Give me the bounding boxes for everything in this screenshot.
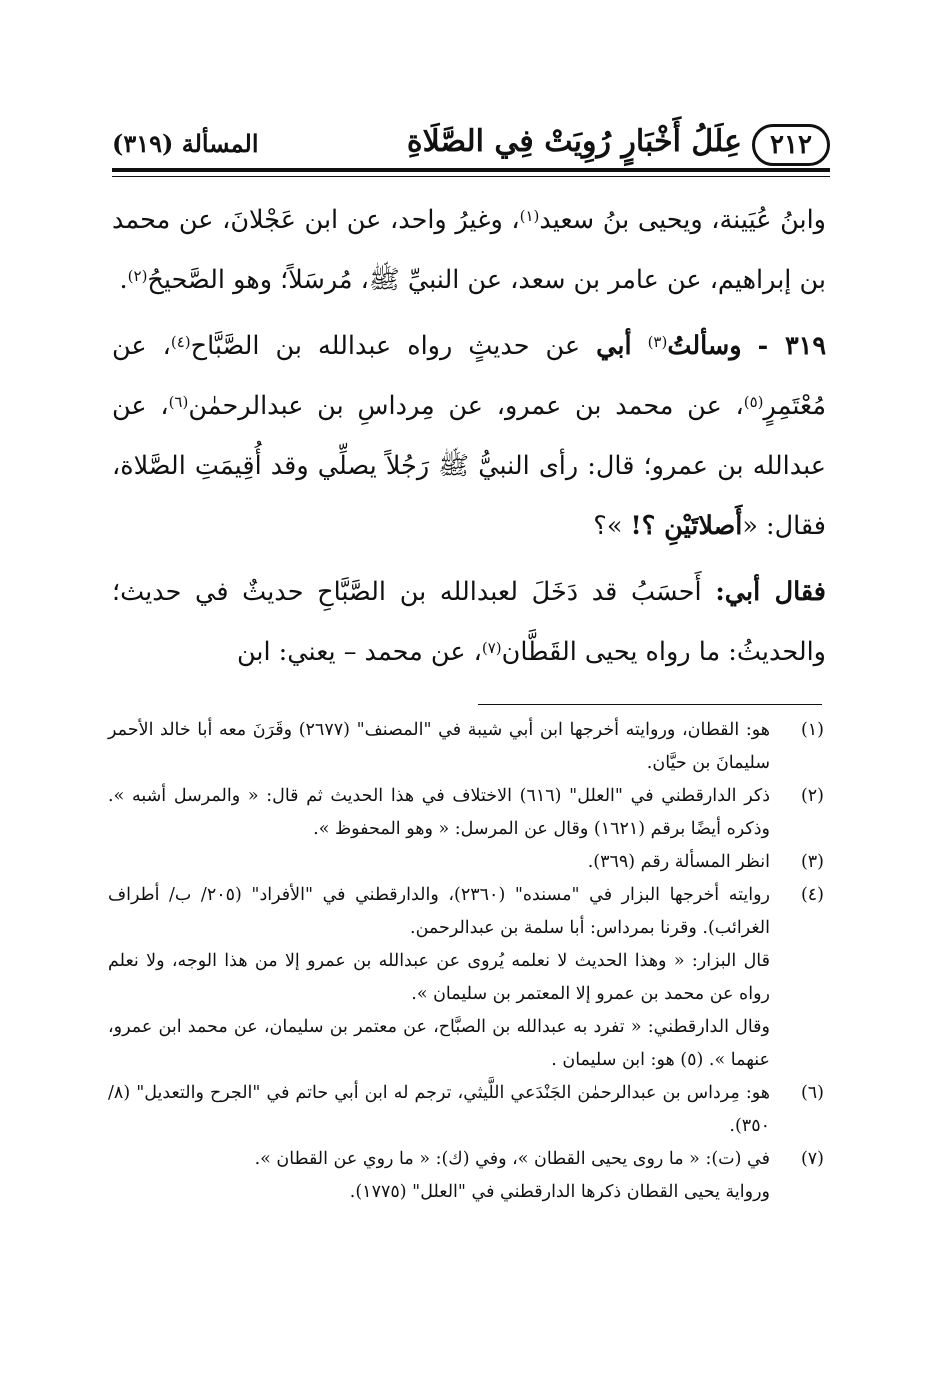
footnote-ref[interactable]: (٦) [168, 393, 189, 411]
text-run: عن حديثٍ رواه عبدالله بن الصَّبَّاح [190, 331, 581, 361]
footnote-text: هو: القطان، وروايته أخرجها ابن أبي شيبة في "المصنف" (٢٦٧٧) وقَرَنَ معه أبا خالد الأحمر سليمانَ بن حيَّان. [108, 720, 770, 773]
footnote-ref[interactable]: (٤) [170, 333, 191, 351]
footnote [108, 1143, 824, 1209]
footnote-number: (٦) [800, 1083, 824, 1103]
footnote-text: في (ت): « ما روى يحيى القطان »، وفي (ك): « ما روي عن القطان ». [254, 1149, 770, 1169]
footnote-text: وقال الدارقطني: « تفرد به عبدالله بن الصبَّاح، عن معتمر بن سليمان، عن محمد ابن عمرو، عنهما ». (٥) هو: ابن سليمان . [108, 1017, 770, 1070]
text-run: فقال أبي: [715, 577, 826, 607]
text-run: أَصلاتَيْنِ ؟! [630, 511, 743, 541]
text-run: »؟ [593, 511, 631, 541]
issue-paragraph [112, 316, 826, 556]
main-text [112, 190, 826, 682]
footnote [108, 879, 824, 1077]
text-run: . [119, 265, 128, 295]
text-run: ، عن عبدالله بن عمرو؛ قال: رأى النبيُّ ﷺ رَجُلاً يصلِّي وقد أُقِيمَتِ الصَّلاة، فقال: « [112, 391, 826, 541]
footnote [108, 846, 824, 879]
footnote-text: هو: مِرداس بن عبدالرحمٰن الجَنْدَعي اللَّيثي، ترجم له ابن أبي حاتم في "الجرح والتعديل" (٨/ ٣٥٠). [108, 1083, 770, 1136]
page-number: ٢١٢ [752, 124, 830, 166]
text-run: ، عن محمد – يعني: ابن [236, 637, 482, 667]
footnote-separator [478, 704, 822, 705]
footnote-text: ورواية يحيى القطان ذكرها الدارقطني في "العلل" (١٧٧٥). [349, 1182, 770, 1202]
footnote-ref[interactable]: (٢) [127, 267, 148, 285]
text-run: وسألتُ [667, 331, 742, 361]
text-run: ، عن مُعْتَمِرٍ [112, 331, 826, 421]
text-run: ، عن محمد بن عمرو، عن مِرداسِ بن عبدالرحمٰن [188, 391, 744, 421]
footnote-ref[interactable]: (٣) [647, 333, 668, 351]
footnote-text: ذكر الدارقطني في "العلل" (٦١٦) الاختلاف في هذا الحديث ثم قال: « والمرسل أشبه ». وذكره أيضًا برقم (١٦٢١) وقال عن المرسل: « وهو المحفوظ ». [108, 786, 771, 839]
footnote [108, 780, 824, 846]
header-rule-thin [112, 176, 830, 177]
issue-number: ٣١٩ - [757, 331, 827, 361]
footnote-text: قال البزار: « وهذا الحديث لا نعلمه يُروى عن عبدالله بن عمرو إلا من هذا الوجه، ولا نعلم رواه عن محمد بن عمرو إلا المعتمر بن سليمان ». [108, 951, 770, 1004]
page-header [112, 110, 830, 170]
footnote-number: (٣) [800, 852, 824, 872]
running-title: عِلَلُ أَخْبَارٍ رُوِيَتْ فِي الصَّلَاةِ [406, 124, 742, 159]
issue-label: المسألة (٣١٩) [112, 129, 259, 158]
footnote-number: (١) [800, 720, 824, 740]
footnote-ref[interactable]: (٥) [743, 393, 764, 411]
footnotes [108, 714, 824, 1209]
footnote-text: روايته أخرجها البزار في "مسنده" (٢٣٦٠)، والدارقطني في "الأفراد" (٢٠٥/ ب/ أطراف الغرائب). وقرنا بمرداس: أبا سلمة بن عبدالرحمن. [108, 885, 771, 938]
answer-paragraph [112, 562, 826, 682]
text-run: وابنُ عُيَينة، ويحيى بنُ سعيد [539, 205, 826, 235]
footnote-ref[interactable]: (١) [519, 207, 540, 225]
header-rule-thick [112, 168, 830, 172]
footnote-number: (٤) [800, 885, 824, 905]
text-run: ، وغيرُ واحد، عن ابن عَجْلانَ، عن محمد بن إبراهيم، عن عامر بن سعد، عن النبيِّ ﷺ، مُرسَلاً؛ وهو الصَّحيحُ [112, 205, 826, 295]
footnote-text: انظر المسألة رقم (٣٦٩). [587, 852, 770, 872]
text-run: أَحسَبُ قد دَخَلَ لعبدالله بن الصَّبَّاحِ حديثٌ في حديث؛ والحديثُ: ما رواه يحيى القَطَّان [112, 577, 826, 667]
footnote-ref[interactable]: (٧) [481, 639, 502, 657]
footnote-number: (٢) [800, 786, 824, 806]
text-run: أبي [596, 331, 632, 361]
continuation-paragraph [112, 190, 826, 310]
footnote-number: (٧) [800, 1149, 824, 1169]
footnote [108, 714, 824, 780]
footnote [108, 1077, 824, 1143]
